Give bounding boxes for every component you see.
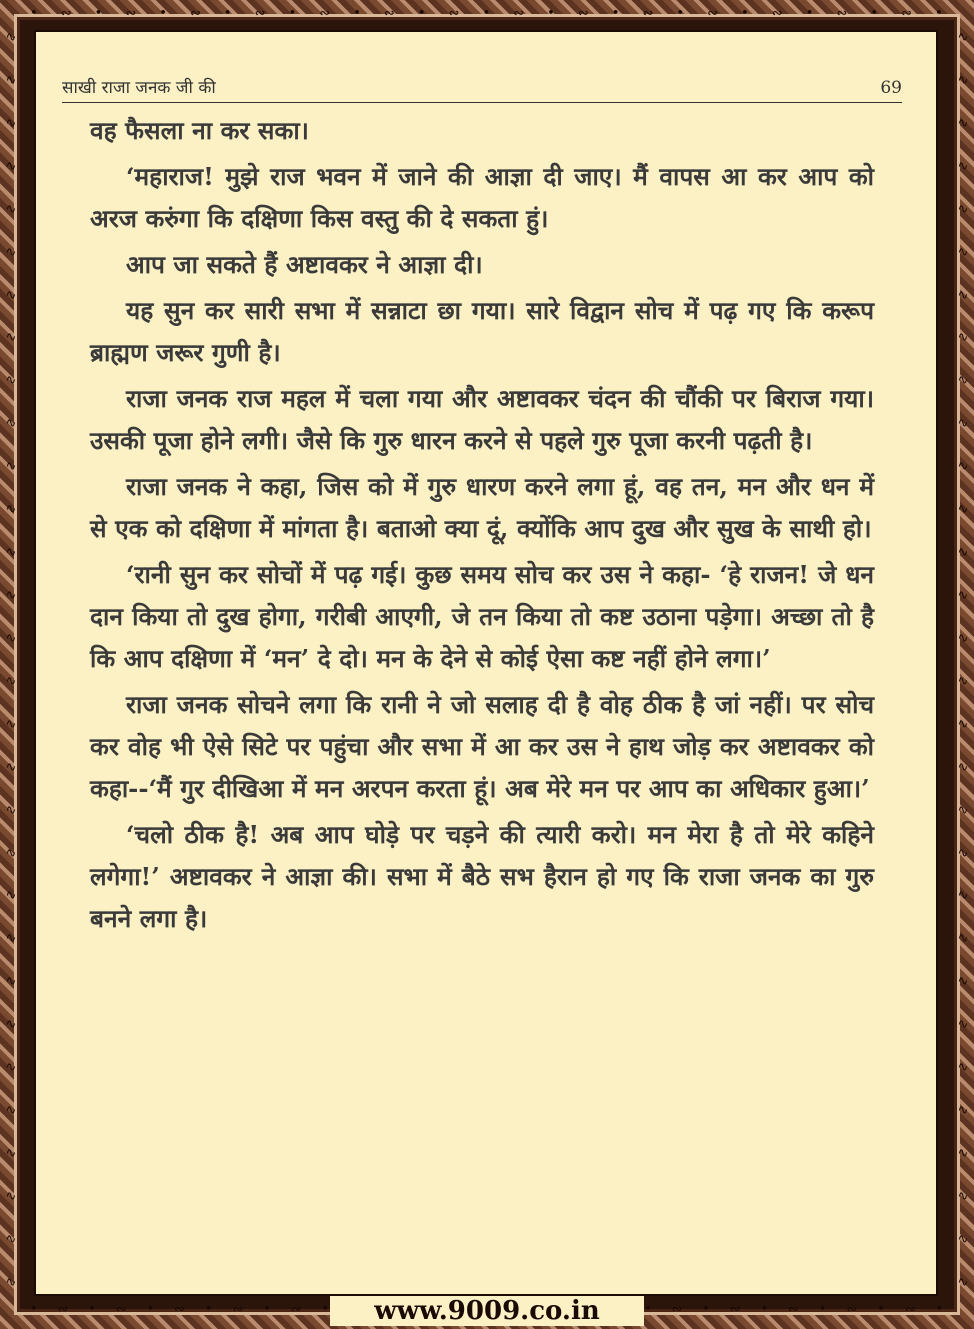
paragraph: वह फैसला ना कर सका। (90, 116, 309, 145)
website-link[interactable]: www.9009.co.in (330, 1296, 644, 1326)
page-number: 69 (880, 78, 902, 98)
paragraph: आप जा सकते हैं अष्टावकर ने आज्ञा दी। (126, 250, 483, 279)
page-header (62, 70, 902, 98)
ornament-border-top: • ∾ • ∾ • ∾ • ∾ • ∾ • ∾ • ∾ • ∾ • ∾ • ∾ • ∾ • ∾ • ∾ • ∾ • (30, 5, 944, 21)
paragraph: ‘चलो ठीक है! अब आप घोड़े पर चड़ने की त्यारी करो। मन मेरा है तो मेरे कहिने लगेगा!’ अष्टावकर ने आज्ञा की। सभा में बैठे सभ हैरान हो गए कि राजा जनक का गुरु बनने लगा है। (90, 820, 874, 933)
page-running-title: साखी राजा जनक जी की (62, 78, 216, 98)
ornament-border-left: ∿ ∿ ∿ ∿ ∿ ∿ ∿ ∿ ∿ ∿ ∿ ∿ ∿ ∿ ∿ ∿ ∿ ∿ ∿ ∿ ∿ ∿ ∿ ∿ ∿ ∿ ∿ ∿ ∿ ∿ (5, 30, 17, 1290)
ornament-border-bottom-right: • ∾ • ∾ • ∾ • ∾ • ∾ • (644, 1301, 944, 1317)
ornament-border-bottom-left: • ∾ • ∾ • ∾ • ∾ • ∾ • (30, 1301, 330, 1317)
book-page (36, 32, 936, 1294)
paragraph: राजा जनक ने कहा, जिस को में गुरु धारण करने लगा हूं, वह तन, मन और धन में से एक को दक्षिणा में मांगता है। बताओ क्या दूं, क्योंकि आप दुख और सुख के साथी हो। (90, 472, 874, 543)
paragraph: ‘रानी सुन कर सोचों में पढ़ गई। कुछ समय सोच कर उस ने कहा- ‘हे राजन! जे धन दान किया तो दुख होगा, गरीबी आएगी, जे तन किया तो कष्ट उठाना पड़ेगा। अच्छा तो है कि आप दक्षिणा में ‘मन’ दे दो। मन के देने से कोई ऐसा कष्ट नहीं होने लगा।’ (90, 560, 874, 673)
page-body (90, 110, 874, 944)
paragraph: राजा जनक राज महल में चला गया और अष्टावकर चंदन की चौंकी पर बिराज गया। उसकी पूजा होने लगी। जैसे कि गुरु धारन करने से पहले गुरु पूजा करनी पढ़ती है। (90, 384, 874, 455)
paragraph: राजा जनक सोचने लगा कि रानी ने जो सलाह दी है वोह ठीक है जां नहीं। पर सोच कर वोह भी ऐसे सिटे पर पहुंचा और सभा में आ कर उस ने हाथ जोड़ कर अष्टावकर को कहा--‘मैं गुर दीखिआ में मन अरपन करता हूं। अब मेरे मन पर आप का अधिकार हुआ।’ (90, 690, 874, 803)
paragraph: ‘महाराज! मुझे राज भवन में जाने की आज्ञा दी जाए। मैं वापस आ कर आप को अरज करुंगा कि दक्षिणा किस वस्तु की दे सकता हुं। (90, 162, 874, 233)
ornament-border-right: ∿ ∿ ∿ ∿ ∿ ∿ ∿ ∿ ∿ ∿ ∿ ∿ ∿ ∿ ∿ ∿ ∿ ∿ ∿ ∿ ∿ ∿ ∿ ∿ ∿ ∿ ∿ ∿ ∿ ∿ (957, 30, 969, 1290)
header-divider (62, 102, 902, 103)
paragraph: यह सुन कर सारी सभा में सन्नाटा छा गया। सारे विद्वान सोच में पढ़ गए कि करूप ब्राह्मण जरूर गुणी है। (90, 296, 874, 367)
